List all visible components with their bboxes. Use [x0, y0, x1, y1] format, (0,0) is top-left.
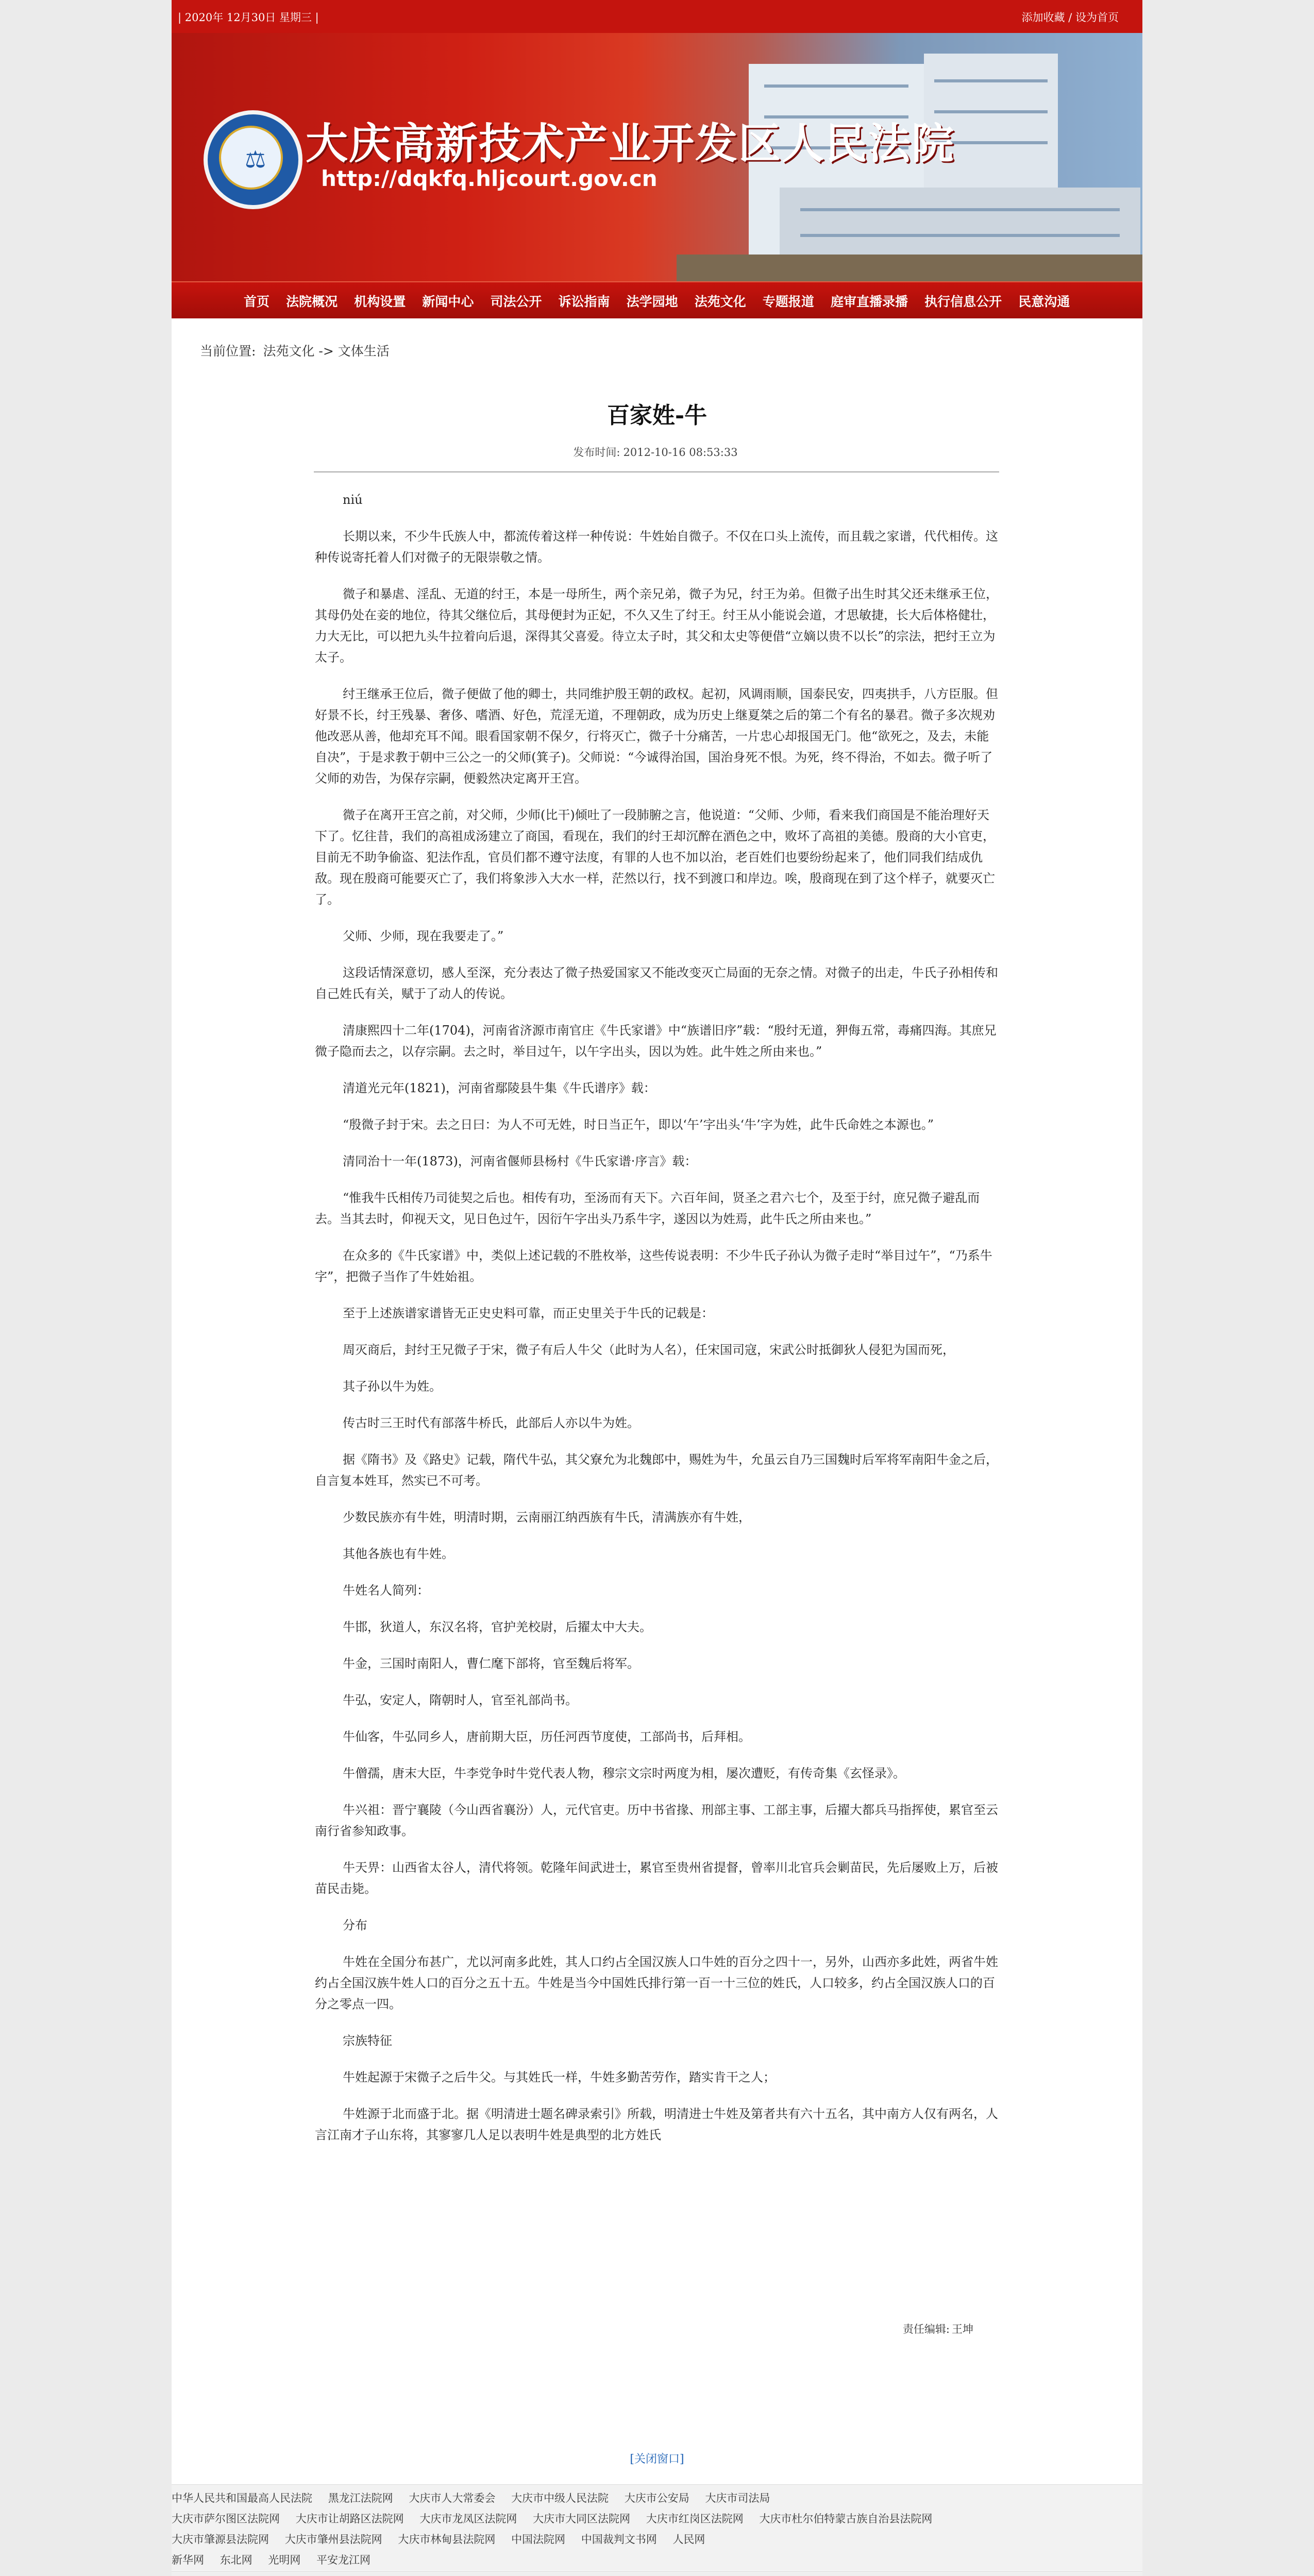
editor-name: 王坤	[952, 2323, 973, 2335]
friendly-link[interactable]: 中国裁判文书网	[581, 2533, 657, 2546]
breadcrumb-path[interactable]: 法苑文化 -> 文体生活	[263, 344, 390, 359]
banner-decoration	[800, 234, 1120, 237]
responsible-editor	[901, 2321, 973, 2336]
nav-item-trial-broadcast[interactable]: 庭审直播录播	[830, 294, 908, 309]
publish-time	[172, 444, 1142, 460]
friendly-link[interactable]: 大庆市公安局	[624, 2492, 689, 2504]
article-paragraph: 据《隋书》及《路史》记载，隋代牛弘，其父寮允为北魏郎中，赐姓为牛，允虽云自乃三国魏时后军将军南阳牛金之后，自言复本姓耳，然实已不可考。	[315, 1452, 998, 1488]
close-window-link[interactable]: [关闭窗口]	[630, 2453, 684, 2466]
article-paragraph: 牛僧孺，唐末大臣，牛李党争时牛党代表人物，穆宗文宗时两度为相，屡次遭贬，有传奇集《玄怪录》。	[343, 1766, 905, 1781]
friendly-link[interactable]: 东北网	[220, 2554, 252, 2566]
article-paragraph: 牛金，三国时南阳人，曹仁麾下部将，官至魏后将军。	[343, 1656, 639, 1671]
page-footer	[172, 2571, 1142, 2576]
article-paragraph: “惟我牛氏相传乃司徒契之后也。相传有功，至汤而有天下。六百年间，贤圣之君六七个，及至于纣，庶兄微子避乱而去。当其去时，仰视天文，见日色过午，因衍午字出头乃系牛字，遂因以为姓焉，此牛氏之所由来也。”	[315, 1191, 980, 1226]
publish-time-value: 2012-10-16 08:53:33	[623, 446, 738, 459]
article-paragraph: 其子孙以牛为姓。	[343, 1379, 442, 1394]
nav-item-litigation-guide[interactable]: 诉讼指南	[558, 294, 610, 309]
article-paragraph: 其他各族也有牛姓。	[343, 1547, 454, 1561]
links-row	[172, 2552, 383, 2572]
top-links	[1022, 9, 1119, 25]
friendly-link[interactable]: 中国法院网	[511, 2533, 566, 2546]
article-paragraph: 清道光元年(1821)，河南省鄢陵县牛集《牛氏谱序》载：	[343, 1081, 656, 1095]
friendly-link[interactable]: 大庆市肇源县法院网	[172, 2533, 269, 2546]
links-row	[172, 2511, 945, 2531]
header-banner	[172, 33, 1142, 281]
article-body	[315, 489, 998, 2161]
article-paragraph: 纣王继承王位后，微子便做了他的卿士，共同维护殷王朝的政权。起初，风调雨顺，国泰民安，四夷拱手，八方臣服。但好景不长，纣王残暴、奢侈、嗜酒、好色，荒淫无道，不理朝政，成为历史上继夏桀之后的第二个有名的暴君。微子多次规劝他改恶从善，他却充耳不闻。眼看国家朝不保夕，行将灭亡，微子十分痛苦，一片忠心却报国无门。他“欲死之，及去，未能自决”，于是求教于朝中三公之一的父师(箕子)。父师说：“今诚得治国，国治身死不恨。为死，终不得治，不如去。微子听了父师的劝告，为保存宗嗣，便毅然决定离开王宫。	[315, 687, 998, 786]
link-separator: /	[1065, 11, 1075, 24]
nav-item-organization[interactable]: 机构设置	[354, 294, 406, 309]
article-paragraph: 牛兴祖：晋宁襄陵（今山西省襄汾）人，元代官吏。历中书省掾、刑部主事、工部主事，后擢大都兵马指挥使，累官至云南行省参知政事。	[315, 1803, 998, 1838]
friendly-link[interactable]: 人民网	[672, 2533, 705, 2546]
article-title: 百家姓-牛	[607, 402, 707, 429]
article-paragraph: 牛姓在全国分布甚广，尤以河南多此姓，其人口约占全国汉族人口牛姓的百分之四十一，另外，山西亦多此姓，两省牛姓约占全国汉族牛姓人口的百分之五十五。牛姓是当今中国姓氏排行第一百一十三位的姓氏，人口较多，约占全国汉族人口的百分之零点一四。	[315, 1955, 998, 2011]
article-paragraph: 清同治十一年(1873)，河南省偃师县杨村《牛氏家谱·序言》载：	[343, 1154, 697, 1168]
nav-item-law-garden[interactable]: 法学园地	[626, 294, 678, 309]
title-divider	[314, 471, 999, 472]
friendly-link[interactable]: 大庆市司法局	[705, 2492, 770, 2504]
article-paragraph: 周灭商后，封纣王兄微子于宋，微子有后人牛父（此时为人名），任宋国司寇，宋武公时抵御狄人侵犯为国而死，	[343, 1343, 955, 1357]
friendly-link[interactable]: 平安龙江网	[316, 2554, 371, 2566]
editor-label: 责任编辑:	[902, 2323, 950, 2335]
set-homepage-link[interactable]: 设为首页	[1075, 11, 1119, 24]
article-paragraph: 传古时三王时代有部落牛桥氏，此部后人亦以牛为姓。	[343, 1416, 639, 1430]
nav-item-special-reports[interactable]: 专题报道	[762, 294, 814, 309]
page-container	[172, 0, 1142, 2576]
banner-decoration	[800, 208, 1120, 211]
court-name-logo: 大庆高新技术产业开发区人民法院	[306, 120, 955, 168]
nav-item-enforcement-info[interactable]: 执行信息公开	[924, 294, 1002, 309]
breadcrumb	[200, 341, 397, 360]
article-paragraph: 微子在离开王宫之前，对父师，少师(比干)倾吐了一段肺腑之言，他说道：“父师、少师，看来我们商国是不能治理好天下了。忆往昔，我们的高祖成汤建立了商国，看现在，我们的纣王却沉醉在酒色之中，败坏了高祖的美德。殷商的大小官吏，目前无不助争偷盗、犯法作乱，官员们都不遵守法度，有罪的人也不加以治，老百姓们也要纷纷起来了，他们同我们结成仇敌。现在殷商可能要灭亡了，我们将象涉入大水一样，茫然以行，找不到渡口和岸边。唉，殷商现在到了这个样子，就要灭亡了。	[315, 808, 995, 907]
friendly-link[interactable]: 大庆市林甸县法院网	[398, 2533, 496, 2546]
article-paragraph: 在众多的《牛氏家谱》中，类似上述记载的不胜枚举，这些传说表明：不少牛氏子孙认为微子走时“举目过午”，“乃系牛字”，把微子当作了牛姓始祖。	[315, 1248, 992, 1284]
nav-item-news-center[interactable]: 新闻中心	[422, 294, 474, 309]
article-paragraph: 至于上述族谱家谱皆无正史史料可靠，而正史里关于牛氏的记载是：	[343, 1306, 714, 1320]
friendly-link[interactable]: 光明网	[268, 2554, 301, 2566]
add-favorite-link[interactable]: 添加收藏	[1021, 11, 1065, 24]
court-emblem-inner	[219, 126, 283, 190]
friendly-link[interactable]: 大庆市肇州县法院网	[284, 2533, 382, 2546]
current-date: | 2020年 12月30日 星期三 |	[178, 11, 319, 24]
article-paragraph: 牛姓名人简列：	[343, 1583, 429, 1598]
article-subheading: 宗族特征	[343, 2033, 392, 2048]
friendly-link[interactable]: 大庆市人大常委会	[409, 2492, 496, 2504]
friendly-link[interactable]: 新华网	[172, 2554, 204, 2566]
links-row	[172, 2490, 782, 2511]
friendly-link[interactable]: 大庆市龙凤区法院网	[419, 2513, 517, 2525]
article-paragraph: 清康熙四十二年(1704)，河南省济源市南官庄《牛氏家谱》中“族谱旧序”载：“殷纣无道，狎侮五常，毒痛四海。其庶兄微子隐而去之，以存宗嗣。去之时，举目过午，以午字出头，因以为姓。此牛姓之所由来也。”	[315, 1023, 997, 1059]
banner-decoration	[934, 79, 1048, 82]
article-paragraph: 牛姓起源于宋微子之后牛父。与其姓氏一样，牛姓多勤苦劳作，踏实肯干之人；	[343, 2070, 776, 2084]
article-paragraph: 父师、少师，现在我要走了。”	[343, 929, 504, 943]
article-paragraph: 牛仙客，牛弘同乡人，唐前期大臣，历任河西节度使，工部尚书，后拜相。	[343, 1730, 751, 1744]
article-paragraph: 牛邯，狄道人，东汉名将，官护羌校尉，后擢太中大夫。	[343, 1620, 652, 1634]
friendly-link[interactable]: 大庆市红岗区法院网	[646, 2513, 744, 2525]
article-paragraph: 少数民族亦有牛姓，明清时期，云南丽江纳西族有牛氏，清满族亦有牛姓，	[343, 1510, 751, 1524]
article-pinyin: niú	[343, 493, 363, 507]
breadcrumb-label: 当前位置:	[200, 344, 256, 359]
article-paragraph: 微子和暴虐、淫乱、无道的纣王，本是一母所生，两个亲兄弟，微子为兄，纣王为弟。但微子出生时其父还未继承王位，其母仍处在妾的地位，待其父继位后，其母便封为正妃，不久又生了纣王。纣王从小能说会道，才思敏捷，长大后体格健壮，力大无比，可以把九头牛拉着向后退，深得其父喜爱。待立太子时，其父和太史等便借“立嫡以贵不以长”的宗法，把纣王立为太子。	[315, 587, 998, 665]
banner-decoration	[764, 84, 908, 88]
friendly-link[interactable]: 大庆市大同区法院网	[533, 2513, 631, 2525]
nav-item-court-culture[interactable]: 法苑文化	[694, 294, 746, 309]
nav-item-public-communication[interactable]: 民意沟通	[1018, 294, 1070, 309]
friendly-link[interactable]: 黑龙江法院网	[328, 2492, 393, 2504]
publish-time-label: 发布时间:	[573, 446, 620, 459]
court-url: http://dqkfq.hljcourt.gov.cn	[321, 166, 658, 191]
nav-item-court-overview[interactable]: 法院概况	[286, 294, 338, 309]
banner-decoration	[677, 255, 1142, 281]
article-subheading: 分布	[343, 1918, 367, 1933]
article-paragraph: 这段话情深意切，感人至深，充分表达了微子热爱国家又不能改变灭亡局面的无奈之情。对微子的出走，牛氏子孙相传和自己姓氏有关，赋于了动人的传说。	[315, 965, 998, 1001]
friendly-link[interactable]: 大庆市萨尔图区法院网	[172, 2513, 280, 2525]
friendly-link[interactable]: 中华人民共和国最高人民法院	[172, 2492, 312, 2504]
nav-item-judicial-openness[interactable]: 司法公开	[490, 294, 542, 309]
article-paragraph: 牛弘，安定人，隋朝时人，官至礼部尚书。	[343, 1693, 578, 1707]
article-paragraph: “殷微子封于宋。去之日曰：为人不可无姓，时日当正午，即以‘午’字出头‘牛’字为姓，此牛氏命姓之本源也。”	[343, 1117, 934, 1132]
main-navigation	[172, 281, 1142, 318]
friendly-link[interactable]: 大庆市中级人民法院	[511, 2492, 609, 2504]
friendly-link[interactable]: 大庆市杜尔伯特蒙古族自治县法院网	[759, 2513, 933, 2525]
article-paragraph: 长期以来，不少牛氏族人中，都流传着这样一种传说：牛姓始自微子。不仅在口头上流传，而且载之家谱，代代相传。这种传说寄托着人们对微子的无限崇敬之情。	[315, 529, 998, 565]
links-row	[172, 2531, 717, 2552]
top-bar	[172, 0, 1142, 33]
scales-of-justice-icon: ⚖	[245, 145, 266, 173]
nav-item-home[interactable]: 首页	[244, 294, 270, 309]
article-paragraph: 牛天畀：山西省太谷人，清代将领。乾隆年间武进士，累官至贵州省提督，曾率川北官兵会剿苗民，先后屡败上万，后被苗民击毙。	[315, 1860, 998, 1896]
friendly-links	[172, 2484, 1142, 2570]
friendly-link[interactable]: 大庆市让胡路区法院网	[295, 2513, 404, 2525]
article-paragraph: 牛姓源于北而盛于北。据《明清进士题名碑录索引》所载，明清进士牛姓及第者共有六十五名，其中南方人仅有两名，人言江南才子山东将，其寥寥几人足以表明牛姓是典型的北方姓氏	[315, 2107, 998, 2142]
court-emblem-icon	[204, 110, 302, 209]
